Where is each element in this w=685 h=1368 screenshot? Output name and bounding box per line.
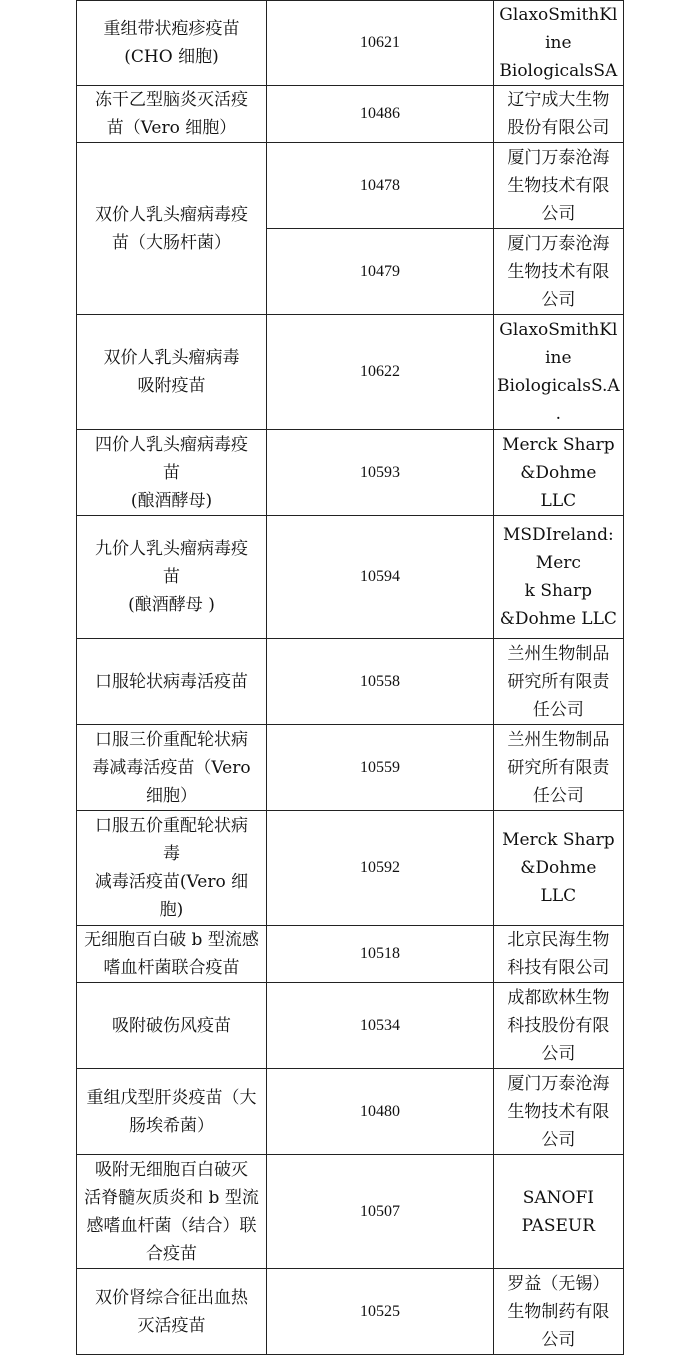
vaccine-name-line: 肠埃希菌） [129, 1115, 214, 1136]
vaccine-name-line: 吸附破伤风疫苗 [112, 1015, 231, 1036]
vaccine-name-cell [77, 430, 267, 516]
manufacturer-line: 兰州生物制品 [507, 643, 610, 664]
vaccine-name-cell [77, 725, 267, 811]
vaccine-name-line: 活脊髓灰质炎和 b 型流 [84, 1187, 259, 1208]
vaccine-name-cell [77, 315, 267, 430]
vaccine-name-line: 苗 [163, 567, 180, 587]
manufacturer-line: Merck Sharp [502, 830, 615, 850]
manufacturer-cell [494, 1069, 624, 1155]
vaccine-name-cell [77, 983, 267, 1069]
manufacturer-cell [494, 811, 624, 926]
vaccine-name-cell [77, 1069, 267, 1155]
vaccine-name-line: 毒减毒活疫苗（Vero [92, 757, 251, 778]
vaccine-name-line: 苗 [163, 462, 180, 483]
manufacturer-line: MSDIreland: [502, 525, 614, 545]
vaccine-name-line: (CHO 细胞) [124, 47, 219, 67]
acceptance-code-cell: 10558 [267, 639, 494, 725]
manufacturer-cell [494, 1269, 624, 1355]
manufacturer-cell [494, 315, 624, 430]
vaccine-name-line: 无细胞百白破 b 型流感 [84, 930, 259, 950]
vaccine-table-page [76, 0, 624, 1355]
manufacturer-cell [494, 430, 624, 516]
manufacturer-cell [494, 1155, 624, 1269]
vaccine-name-cell [77, 639, 267, 725]
manufacturer-line: 厦门万泰沧海 [507, 147, 610, 168]
vaccine-name-line: 双价人乳头瘤病毒 [103, 348, 240, 368]
manufacturer-line: 生物技术有限 [507, 261, 610, 282]
manufacturer-line: GlaxoSmithKl [499, 5, 618, 25]
vaccine-name-cell [77, 1, 267, 86]
vaccine-name-line: 口服轮状病毒活疫苗 [95, 671, 248, 692]
manufacturer-line: PASEUR [521, 1215, 596, 1236]
manufacturer-line: 公司 [541, 203, 576, 224]
vaccine-name-line: 苗（大肠杆菌） [112, 232, 231, 253]
vaccine-name-line: 双价肾综合征出血热 [95, 1287, 248, 1308]
table-row [77, 1269, 624, 1355]
manufacturer-line: Merck Sharp [502, 434, 615, 455]
manufacturer-line: ine [545, 33, 572, 53]
manufacturer-line: 研究所有限责 [507, 671, 610, 692]
acceptance-code-cell: 10507 [267, 1155, 494, 1269]
manufacturer-cell [494, 926, 624, 983]
manufacturer-cell [494, 86, 624, 143]
vaccine-name-line: 苗（Vero 细胞） [106, 118, 237, 138]
vaccine-name-line: 重组带状疱疹疫苗 [103, 19, 240, 39]
manufacturer-line: 辽宁成大生物 [507, 90, 610, 110]
manufacturer-cell [494, 725, 624, 811]
manufacturer-line: 兰州生物制品 [507, 729, 610, 750]
manufacturer-cell [494, 983, 624, 1069]
table-row [77, 86, 624, 143]
manufacturer-cell [494, 516, 624, 639]
manufacturer-line: 科技股份有限 [507, 1015, 610, 1036]
vaccine-name-line: 口服三价重配轮状病 [95, 729, 248, 750]
manufacturer-line: Merc [535, 553, 581, 573]
acceptance-code-cell: 10525 [267, 1269, 494, 1355]
vaccine-name-line: 四价人乳头瘤病毒疫 [95, 434, 248, 455]
manufacturer-line: LLC [540, 490, 577, 511]
vaccine-name-line: 嗜血杆菌联合疫苗 [103, 958, 240, 978]
vaccine-name-line: 灭活疫苗 [137, 1315, 206, 1336]
table-row [77, 811, 624, 926]
table-row [77, 983, 624, 1069]
vaccine-name-line: 双价人乳头瘤病毒疫 [95, 204, 248, 225]
vaccine-name-cell [77, 1155, 267, 1269]
manufacturer-line: 科技有限公司 [507, 958, 610, 978]
vaccine-name-line: 九价人乳头瘤病毒疫 [95, 539, 248, 559]
manufacturer-line: 公司 [541, 1043, 576, 1064]
acceptance-code-cell: 10480 [267, 1069, 494, 1155]
vaccine-name-line: 胞) [159, 900, 184, 920]
vaccine-name-line: 毒 [163, 844, 180, 864]
acceptance-code-cell: 10479 [267, 229, 494, 315]
table-row [77, 516, 624, 639]
manufacturer-line: ine [545, 348, 572, 368]
manufacturer-line: 生物制药有限 [507, 1301, 610, 1322]
table-row [77, 725, 624, 811]
vaccine-name-line: 减毒活疫苗(Vero 细 [94, 872, 249, 892]
table-row [77, 315, 624, 430]
acceptance-code-cell: 10518 [267, 926, 494, 983]
acceptance-code-cell: 10593 [267, 430, 494, 516]
vaccine-name-cell [77, 516, 267, 639]
manufacturer-line: 任公司 [532, 785, 584, 806]
vaccine-name-line: 冻干乙型脑炎灭活疫 [95, 90, 248, 110]
manufacturer-line: SANOFI [522, 1187, 594, 1208]
table-row [77, 926, 624, 983]
vaccine-name-line: 合疫苗 [146, 1243, 197, 1264]
vaccine-name-line: 吸附疫苗 [137, 376, 206, 396]
vaccine-table [76, 0, 624, 1355]
manufacturer-line: BiologicalsSA [499, 61, 618, 81]
table-row [77, 1069, 624, 1155]
acceptance-code-cell: 10486 [267, 86, 494, 143]
acceptance-code-cell: 10559 [267, 725, 494, 811]
vaccine-name-cell [77, 811, 267, 926]
table-row [77, 639, 624, 725]
manufacturer-line: k Sharp [524, 581, 593, 601]
vaccine-name-line: 口服五价重配轮状病 [95, 816, 248, 836]
manufacturer-line: 生物技术有限 [507, 1101, 610, 1122]
manufacturer-line: 公司 [541, 1129, 576, 1150]
manufacturer-line: &Dohme [520, 462, 597, 483]
manufacturer-line: 罗益（无锡） [507, 1273, 610, 1294]
manufacturer-line: 成都欧林生物 [507, 987, 610, 1008]
manufacturer-line: . [555, 404, 562, 424]
vaccine-name-line: 细胞） [146, 785, 197, 806]
acceptance-code-cell: 10622 [267, 315, 494, 430]
table-row [77, 1155, 624, 1269]
vaccine-name-line: 吸附无细胞百白破灭 [95, 1159, 248, 1180]
acceptance-code-cell: 10621 [267, 1, 494, 86]
table-row [77, 1, 624, 86]
manufacturer-cell [494, 229, 624, 315]
vaccine-name-line: (酿酒酵母 ) [128, 595, 215, 615]
vaccine-name-line: (酿酒酵母) [130, 490, 213, 511]
acceptance-code-cell: 10534 [267, 983, 494, 1069]
vaccine-name-cell [77, 1269, 267, 1355]
manufacturer-line: 厦门万泰沧海 [507, 1073, 610, 1094]
manufacturer-line: 任公司 [532, 699, 584, 720]
acceptance-code-cell: 10592 [267, 811, 494, 926]
manufacturer-line: 生物技术有限 [507, 175, 610, 196]
table-row [77, 143, 624, 229]
manufacturer-line: 厦门万泰沧海 [507, 233, 610, 254]
manufacturer-line: GlaxoSmithKl [499, 320, 618, 340]
manufacturer-line: 北京民海生物 [507, 930, 610, 950]
manufacturer-line: 公司 [541, 1329, 576, 1350]
table-row [77, 430, 624, 516]
manufacturer-cell [494, 639, 624, 725]
manufacturer-line: 研究所有限责 [507, 757, 610, 778]
manufacturer-line: 公司 [541, 289, 576, 310]
manufacturer-cell [494, 143, 624, 229]
vaccine-name-cell [77, 86, 267, 143]
vaccine-name-cell [77, 926, 267, 983]
acceptance-code-cell: 10594 [267, 516, 494, 639]
manufacturer-line: BiologicalsS.A [497, 376, 620, 396]
manufacturer-line: 股份有限公司 [507, 118, 610, 138]
vaccine-name-line: 重组戊型肝炎疫苗（大 [86, 1087, 257, 1108]
vaccine-name-cell [77, 143, 267, 315]
manufacturer-line: &Dohme LLC [499, 609, 617, 629]
manufacturer-line: LLC [540, 886, 577, 906]
vaccine-name-line: 感嗜血杆菌（结合）联 [86, 1215, 257, 1236]
acceptance-code-cell: 10478 [267, 143, 494, 229]
manufacturer-line: &Dohme [520, 858, 597, 878]
manufacturer-cell [494, 1, 624, 86]
